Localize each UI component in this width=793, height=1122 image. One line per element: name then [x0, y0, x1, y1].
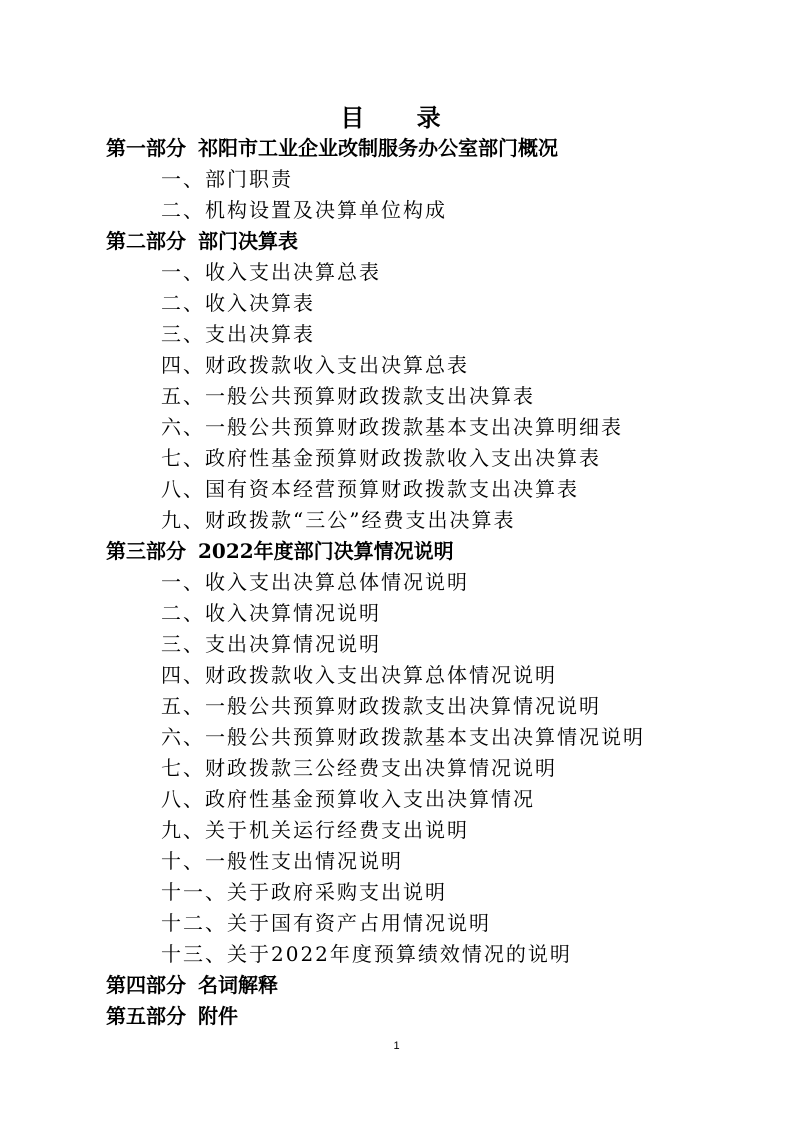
part-number: 第二部分 — [106, 229, 186, 253]
part-number: 第三部分 — [106, 539, 186, 563]
toc-part-heading[interactable] — [0, 133, 793, 164]
part-number: 第四部分 — [106, 973, 186, 997]
toc-item[interactable]: 九、财政拨款“三公”经费支出决算表 — [161, 508, 516, 532]
toc-item[interactable]: 九、关于机关运行经费支出说明 — [161, 818, 469, 842]
part-number: 第五部分 — [106, 1004, 186, 1028]
toc-item[interactable]: 十一、关于政府采购支出说明 — [161, 880, 447, 904]
toc-item[interactable]: 二、机构设置及决算单位构成 — [161, 198, 447, 222]
toc-item[interactable]: 一、收入支出决算总体情况说明 — [161, 570, 469, 594]
toc-part-heading[interactable] — [0, 970, 793, 1001]
toc-part-heading[interactable] — [0, 226, 793, 257]
toc-item[interactable]: 十三、关于2022年度预算绩效情况的说明 — [161, 942, 572, 966]
toc-item[interactable]: 三、支出决算情况说明 — [161, 632, 381, 656]
toc-item[interactable]: 一、收入支出决算总表 — [161, 260, 381, 284]
toc-item[interactable]: 四、财政拨款收入支出决算总表 — [161, 353, 469, 377]
toc-item[interactable]: 七、政府性基金预算财政拨款收入支出决算表 — [161, 446, 601, 470]
toc-item[interactable]: 二、收入决算情况说明 — [161, 601, 381, 625]
part-title: 部门决算表 — [198, 229, 298, 253]
toc-part-heading[interactable] — [0, 536, 793, 567]
toc-item[interactable]: 八、政府性基金预算收入支出决算情况 — [161, 787, 535, 811]
toc-part-heading[interactable] — [0, 1001, 793, 1032]
part-title: 2022年度部门决算情况说明 — [198, 539, 454, 563]
toc-item[interactable]: 一、部门职责 — [161, 167, 293, 191]
table-of-contents — [0, 133, 793, 1032]
toc-item[interactable]: 三、支出决算表 — [161, 322, 315, 346]
toc-item[interactable]: 五、一般公共预算财政拨款支出决算表 — [161, 384, 535, 408]
part-title: 附件 — [198, 1004, 238, 1028]
page-title: 目 录 — [340, 103, 463, 132]
part-title: 祁阳市工业企业改制服务办公室部门概况 — [198, 136, 558, 160]
toc-item[interactable]: 八、国有资本经营预算财政拨款支出决算表 — [161, 477, 579, 501]
toc-item[interactable]: 二、收入决算表 — [161, 291, 315, 315]
toc-item[interactable]: 五、一般公共预算财政拨款支出决算情况说明 — [161, 694, 601, 718]
toc-item[interactable]: 六、一般公共预算财政拨款基本支出决算明细表 — [161, 415, 623, 439]
toc-item[interactable]: 六、一般公共预算财政拨款基本支出决算情况说明 — [161, 725, 645, 749]
toc-item[interactable]: 四、财政拨款收入支出决算总体情况说明 — [161, 663, 557, 687]
toc-item[interactable]: 十二、关于国有资产占用情况说明 — [161, 911, 491, 935]
toc-item[interactable]: 七、财政拨款三公经费支出决算情况说明 — [161, 756, 557, 780]
part-title: 名词解释 — [198, 973, 278, 997]
part-number: 第一部分 — [106, 136, 186, 160]
toc-item[interactable]: 十、一般性支出情况说明 — [161, 849, 403, 873]
page-number: 1 — [393, 1040, 400, 1052]
